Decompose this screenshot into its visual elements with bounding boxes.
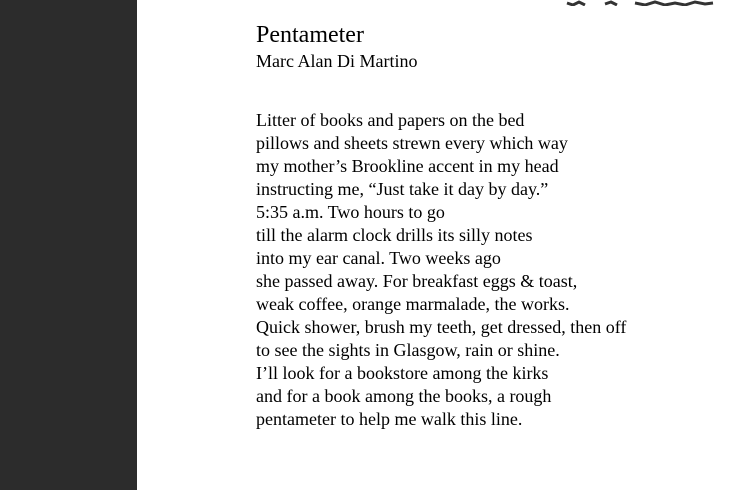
poem-title: Pentameter	[256, 22, 364, 48]
poem-line: weak coffee, orange marmalade, the works.	[256, 294, 570, 314]
poem-content	[256, 20, 626, 431]
poem-author: Marc Alan Di Martino	[256, 51, 418, 71]
viewer-gutter	[0, 0, 137, 490]
poem-line: instructing me, “Just take it day by day.”	[256, 179, 549, 199]
decorative-scribble	[565, 0, 715, 6]
poem-line: she passed away. For breakfast eggs & toast,	[256, 271, 578, 291]
poem-body	[256, 109, 626, 431]
poem-line: Quick shower, brush my teeth, get dressed, then off	[256, 317, 627, 337]
poem-line: Litter of books and papers on the bed	[256, 110, 525, 130]
poem-line: I’ll look for a bookstore among the kirks	[256, 363, 549, 383]
document-page	[137, 0, 730, 490]
poem-line: my mother’s Brookline accent in my head	[256, 156, 559, 176]
poem-line: to see the sights in Glasgow, rain or shine.	[256, 340, 560, 360]
poem-line: into my ear canal. Two weeks ago	[256, 248, 501, 268]
poem-line: pentameter to help me walk this line.	[256, 409, 523, 429]
poem-line: pillows and sheets strewn every which way	[256, 133, 568, 153]
poem-line: 5:35 a.m. Two hours to go	[256, 202, 445, 222]
poem-line: and for a book among the books, a rough	[256, 386, 552, 406]
poem-line: till the alarm clock drills its silly notes	[256, 225, 533, 245]
